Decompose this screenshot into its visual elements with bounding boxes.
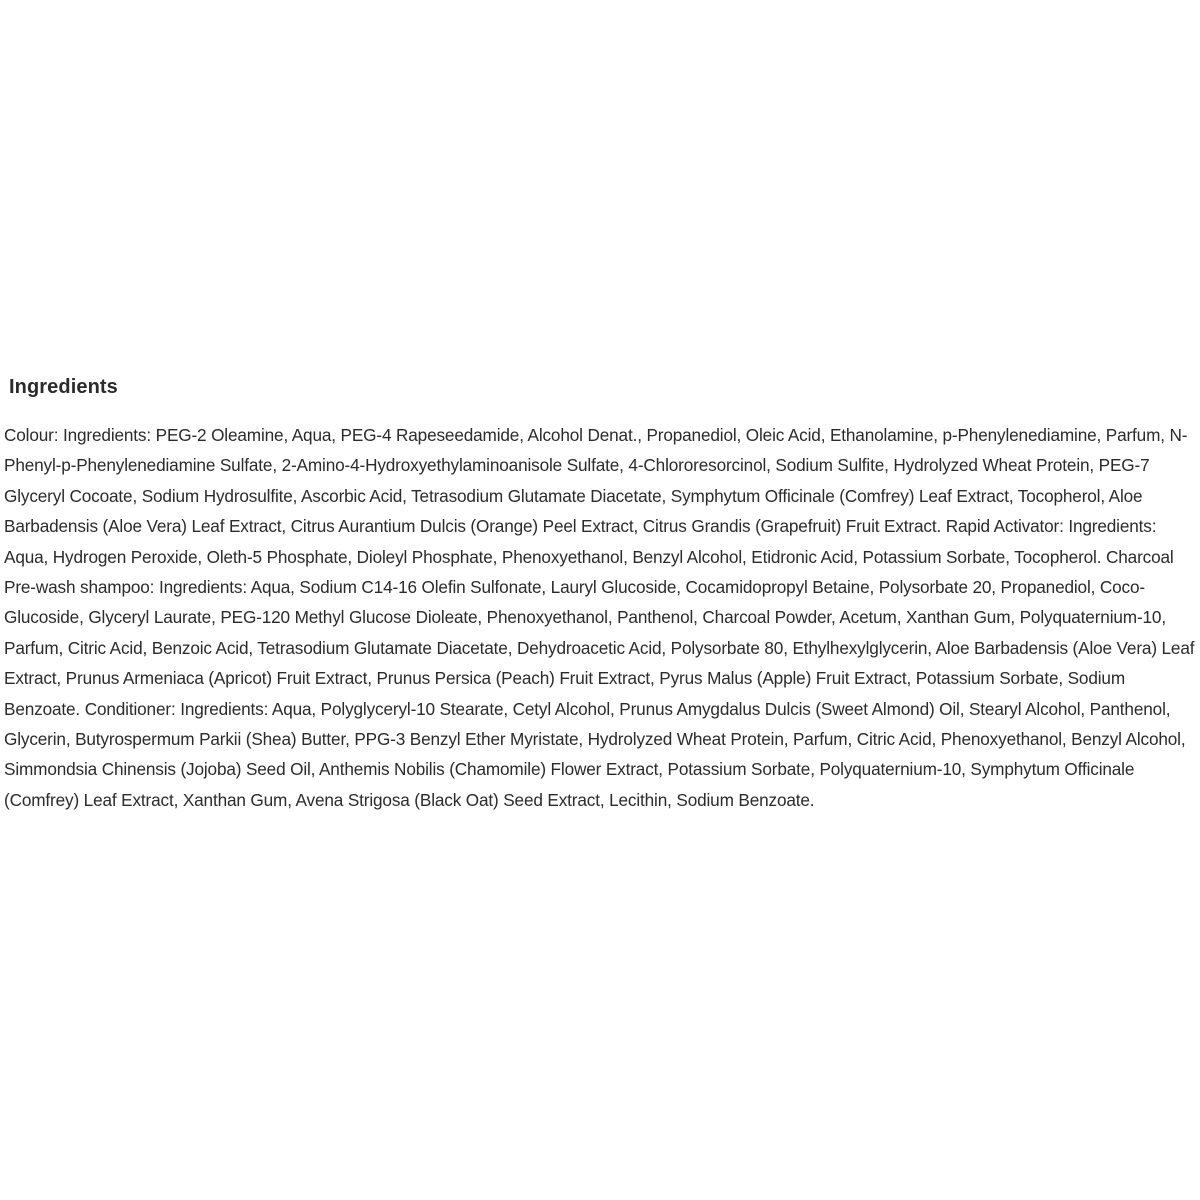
colour-label: Colour: bbox=[4, 425, 63, 445]
colour-ingredients: Ingredients: PEG-2 Oleamine, Aqua, PEG-4 Rapeseedamide, Alcohol Denat., Propanediol, Oleic Acid, Ethanolamine, p-Phenylenediamine, Parfum, N- Phenyl-p-Phenylenediamine Sulfate, 2-Amino-4-Hydroxyethylaminoanisole Sulfate, 4-Chlororesorcinol, Sodium Sulfite, Hydrolyzed Wheat Protein, PEG-7 Glyceryl Cocoate, Sodium Hydrosulfite, Ascorbic Acid, Tetrasodium Glutamate Diacetate, Symphytum Officinale (Comfrey) Leaf Extract, Tocopherol, Aloe Barbadensis (Aloe Vera) Leaf Extract, Citrus Aurantium Dulcis (Orange) Peel Extract, Citrus Grandis (Grapefruit) Fruit Extract. bbox=[4, 425, 1188, 537]
ingredients-section bbox=[4, 372, 1200, 815]
conditioner-ingredients: Ingredients: Aqua, Polyglyceryl-10 Stearate, Cetyl Alcohol, Prunus Amygdalus Dulcis (Sweet Almond) Oil, Stearyl Alcohol, Panthenol, Glycerin, Butyrospermum Parkii (Shea) Butter, PPG-3 Benzyl Ether Myristate, Hydrolyzed Wheat Protein, Parfum, Citric Acid, Phenoxyethanol, Benzyl Alcohol, Simmondsia Chinensis (Jojoba) Seed Oil, Anthemis Nobilis (Chamomile) Flower Extract, Potassium Sorbate, Polyquaternium-10, Symphytum Officinale (Comfrey) Leaf Extract, Xanthan Gum, Avena Strigosa (Black Oat) Seed Extract, Lecithin, Sodium Benzoate. bbox=[4, 698, 1186, 810]
ingredients-heading: Ingredients bbox=[9, 376, 118, 398]
rapid-activator-label: Rapid Activator: bbox=[945, 516, 1069, 537]
pre-wash-shampoo-label: Charcoal Pre-wash shampoo: bbox=[4, 546, 1174, 598]
ingredients-text bbox=[4, 420, 1200, 815]
pre-wash-shampoo-ingredients: Ingredients: Aqua, Sodium C14-16 Olefin Sulfonate, Lauryl Glucoside, Cocamidopropyl Betaine, Polysorbate 20, Propanediol, Coco-Glucoside, Glyceryl Laurate, PEG-120 Methyl Glucose Dioleate, Phenoxyethanol, Panthenol, Charcoal Powder, Acetum, Xanthan Gum, Polyquaternium-10, Parfum, Citric Acid, Benzoic Acid, Tetrasodium Glutamate Diacetate, Dehydroacetic Acid, Polysorbate 80, Ethylhexylglycerin, Aloe Barbadensis (Aloe Vera) Leaf Extract, Prunus Armeniaca (Apricot) Fruit Extract, Prunus Persica (Peach) Fruit Extract, Pyrus Malus (Apple) Fruit Extract, Potassium Sorbate, Sodium Benzoate. bbox=[4, 577, 1195, 719]
rapid-activator-ingredients: Ingredients: Aqua, Hydrogen Peroxide, Oleth-5 Phosphate, Dioleyl Phosphate, Phenoxyethanol, Benzyl Alcohol, Etidronic Acid, Potassium Sorbate, Tocopherol. bbox=[4, 516, 1157, 567]
conditioner-label: Conditioner: bbox=[84, 698, 181, 719]
